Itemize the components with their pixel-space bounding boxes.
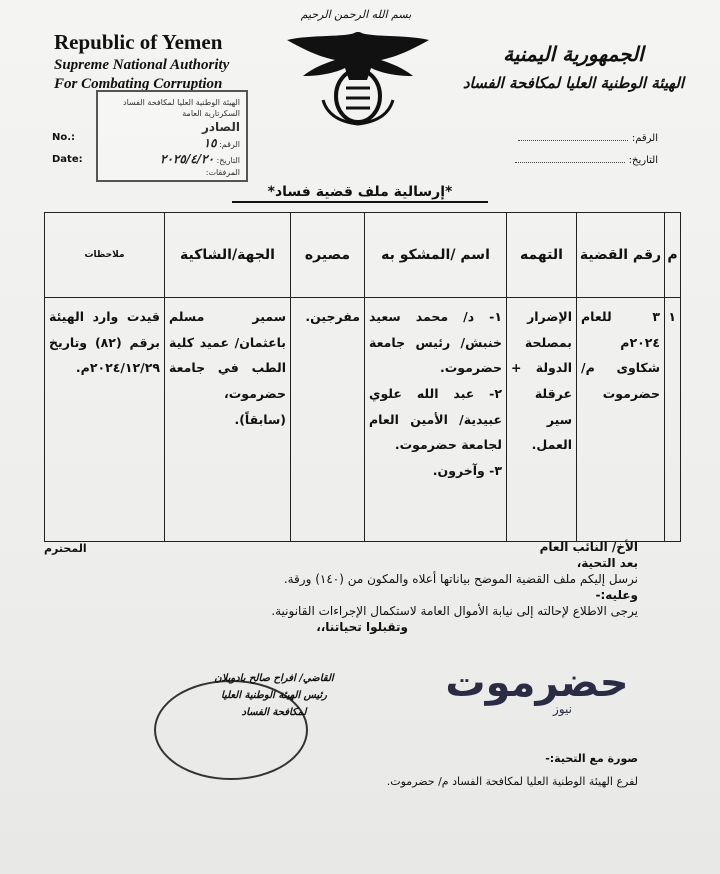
stamp-authority: الهيئة الوطنية العليا لمكافحة الفساد	[123, 98, 240, 107]
ref-number-en-label: No.:	[52, 132, 76, 143]
cell-complainant: سمير مسلم باعثمان/ عميد كلية الطب في جامعة حضرموت، (سابقاً).	[165, 298, 291, 542]
header-fate: مصيره	[291, 213, 365, 298]
header-case-number: رقم القضية	[577, 213, 665, 298]
copy-to-block	[118, 752, 638, 788]
ar-republic-title: الجمهورية اليمنية	[503, 42, 644, 66]
signature-title-1: رئيس الهيئة الوطنية العليا	[220, 690, 328, 701]
ref-number-dots	[518, 140, 628, 141]
signature-title-2: لمكافحة الفساد	[241, 707, 307, 718]
letter-body-1: نرسل إليكم ملف القضية الموضح بياناتها أعلاه والمكون من (١٤٠) ورقة.	[283, 572, 638, 586]
letter-body-2: يرجى الاطلاع لإحالته إلى نيابة الأموال العامة لاستكمال الإجراءات القانونية.	[271, 604, 638, 618]
basmala: بسم الله الرحمن الرحيم	[300, 8, 412, 21]
english-letterhead	[54, 30, 229, 93]
stamp-date-value: ٢٠٢٥/٤/٢٠	[160, 152, 214, 166]
watermark-sub: نيوز	[553, 702, 572, 716]
header-accused: اسم /المشكو به	[365, 213, 507, 298]
ref-date-ar-label: التاريخ:	[628, 155, 658, 166]
cell-case-number: ٣ للعام ٢٠٢٤م شكاوى م/حضرموت	[577, 298, 665, 542]
letter-body	[78, 540, 638, 634]
copy-title: صورة مع التحية:-	[545, 752, 638, 765]
arabic-letterhead	[463, 42, 684, 92]
ref-date-en-label: Date:	[52, 154, 83, 165]
stamp-number-label: الرقم:	[219, 140, 240, 149]
ref-number-ar-label: الرقم:	[631, 133, 658, 144]
en-republic-title: Republic of Yemen	[54, 30, 223, 54]
stamp-attachments-label: المرفقات:	[205, 168, 240, 177]
accused-1: ١- د/ محمد سعيد خنبش/ رئيس جامعة حضرموت.	[369, 309, 502, 376]
accused-3: ٣- وآخرون.	[432, 462, 502, 478]
table-row	[45, 298, 681, 542]
signature-name: القاضي/ افراح صالح بادويلان	[214, 673, 334, 684]
header-index: م	[665, 213, 681, 298]
document-title: *إرسالية ملف قضية فساد*	[232, 184, 488, 203]
stamp-outgoing: الصادر	[201, 120, 240, 134]
letter-and-then: وعليه:-	[595, 588, 638, 602]
cell-index: ١	[665, 298, 681, 542]
cell-accused	[365, 298, 507, 542]
cell-charge: الإضرار بمصلحة الدولة + عرقلة سير العمل.	[507, 298, 577, 542]
en-authority-line1: Supreme National Authority	[54, 57, 230, 73]
ref-date-dots	[515, 162, 625, 163]
letter-addressee: الأخ/ النائب العام	[539, 540, 638, 554]
letter-closing: وتقبلوا تحياتنا،،	[316, 620, 408, 634]
yemen-eagle-emblem	[283, 10, 433, 130]
stamp-number-value: ١٥	[203, 136, 217, 150]
ref-number-ar	[514, 133, 658, 144]
cell-fate: مفرجين.	[291, 298, 365, 542]
en-authority-line2: For Combating Corruption	[54, 76, 223, 92]
stamp-date-label: التاريخ:	[216, 156, 240, 165]
copy-line-1: لفرع الهيئة الوطنية العليا لمكافحة الفساد م/ حضرموت.	[386, 775, 638, 788]
stamp-secretariat: السكرتارية العامة	[182, 109, 240, 118]
salutation: المحترم	[44, 542, 87, 555]
cell-notes: قيدت وارد الهيئة برقم (٨٢) وتاريخ ٢٠٢٤/١٢/٢٩م.	[45, 298, 165, 542]
case-table	[44, 212, 681, 542]
accused-2: ٢- عبد الله علوي عبيدية/ الأمين العام لجامعة حضرموت.	[369, 385, 502, 453]
registry-stamp	[96, 90, 248, 182]
header-notes: ملاحظات	[45, 213, 165, 298]
ref-number-en	[52, 132, 75, 143]
letter-greeting: بعد التحية،	[576, 556, 638, 570]
signature-block	[214, 670, 334, 721]
ref-date-ar	[511, 155, 658, 166]
table-header-row	[45, 213, 681, 298]
ref-date-en	[52, 154, 83, 165]
watermark-brand: حضرموت	[445, 660, 629, 706]
header-charge: التهمه	[507, 213, 577, 298]
header-complainant: الجهة/الشاكية	[165, 213, 291, 298]
hadramout-news-watermark	[432, 660, 642, 716]
ar-authority-title: الهيئة الوطنية العليا لمكافحة الفساد	[462, 74, 684, 92]
